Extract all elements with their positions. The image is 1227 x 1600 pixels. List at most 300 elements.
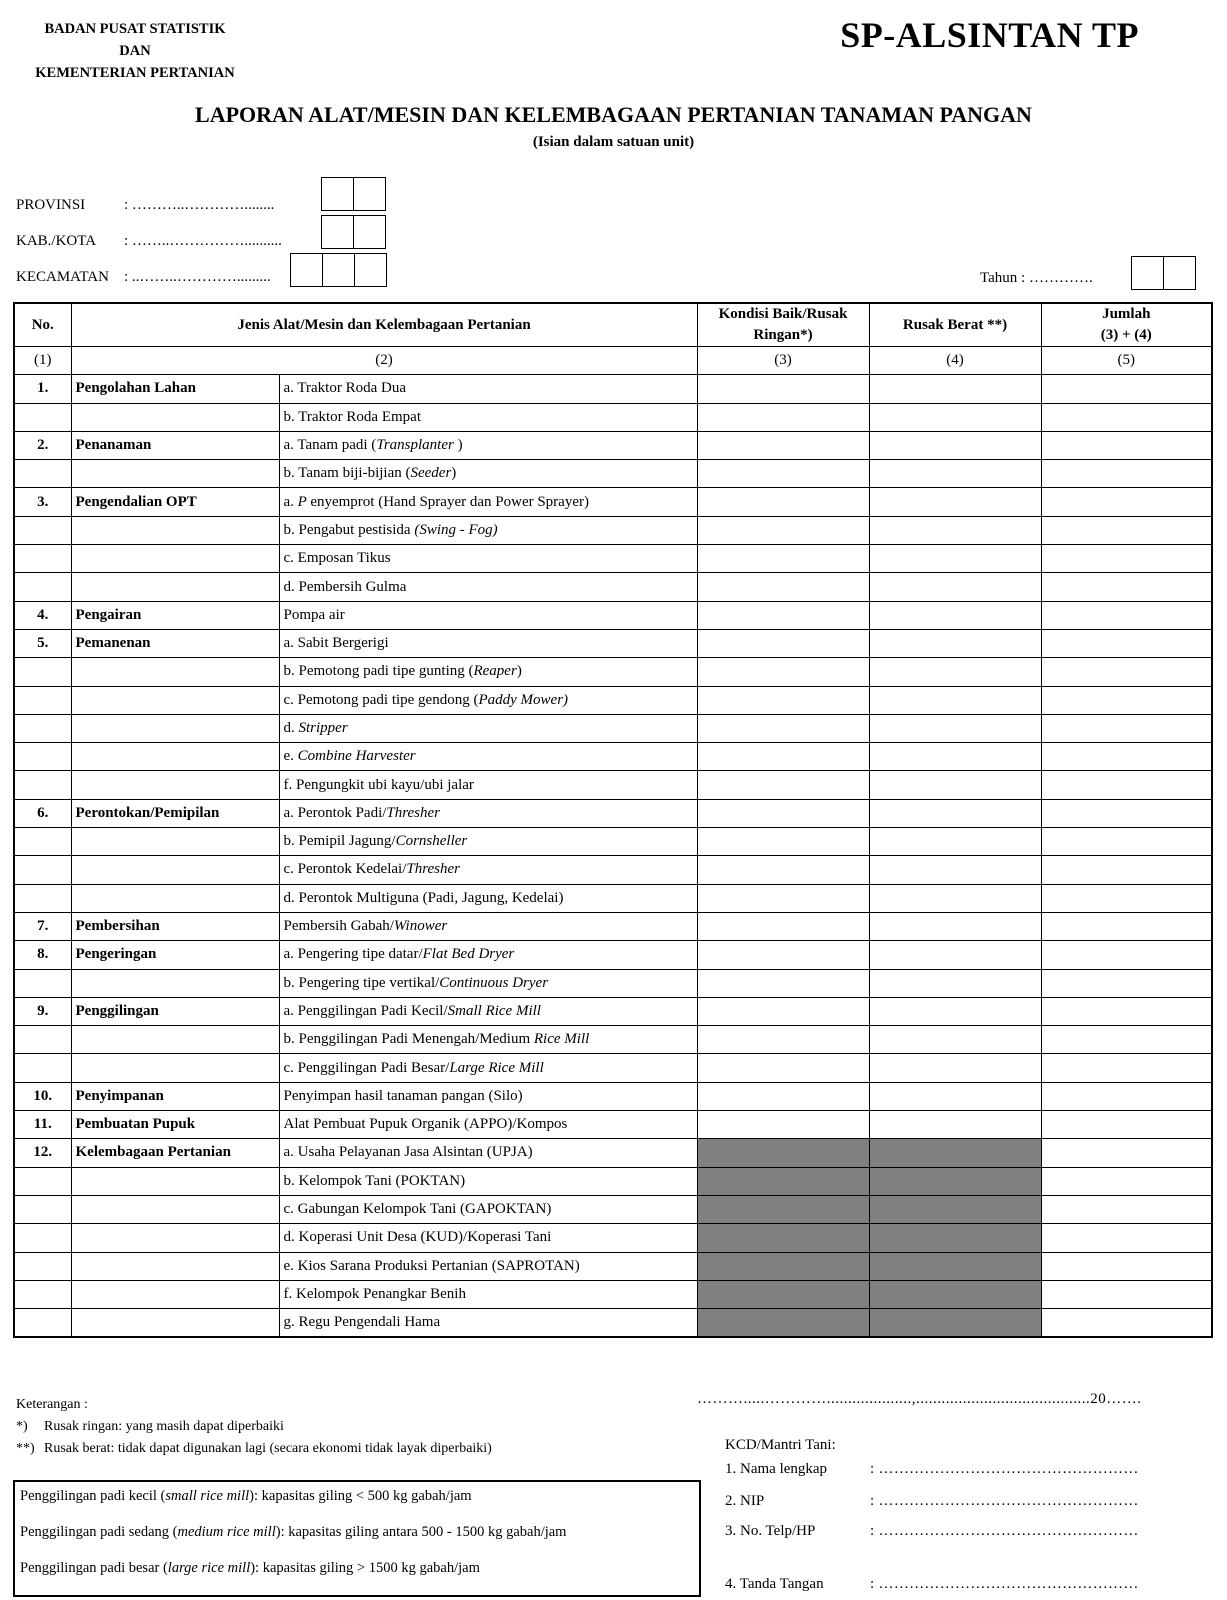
equipment-item: e. Combine Harvester (279, 743, 697, 771)
input-cell-baik (697, 1139, 869, 1167)
kecamatan-code-boxes[interactable] (290, 253, 387, 287)
signer-signature-row (725, 1576, 1139, 1593)
equipment-item: b. Pemipil Jagung/Cornsheller (279, 828, 697, 856)
provinsi-code-boxes[interactable] (321, 177, 386, 211)
header-jumlah-line2: (3) + (4) (1100, 327, 1152, 343)
signer-signature-label: 4. Tanda Tangan (725, 1576, 824, 1592)
category-name (71, 1195, 279, 1223)
input-cell-berat[interactable] (869, 799, 1041, 827)
input-cell-baik[interactable] (697, 403, 869, 431)
input-cell-baik (697, 1224, 869, 1252)
input-cell-berat (869, 1167, 1041, 1195)
category-name (71, 828, 279, 856)
input-cell-baik[interactable] (697, 431, 869, 459)
provinsi-label: PROVINSI (16, 197, 86, 213)
category-name (71, 771, 279, 799)
category-name (71, 545, 279, 573)
category-name: Pengeringan (71, 941, 279, 969)
input-cell-berat[interactable] (869, 884, 1041, 912)
row-number (14, 743, 71, 771)
organization-block (15, 18, 255, 84)
equipment-item: a. Penggilingan Padi Kecil/Small Rice Mill (279, 997, 697, 1025)
input-cell-baik[interactable] (697, 516, 869, 544)
row-number (14, 573, 71, 601)
header-jumlah-line1: Jumlah (1102, 306, 1151, 322)
header-berat: Rusak Berat **) (869, 303, 1041, 347)
input-cell-berat[interactable] (869, 941, 1041, 969)
input-cell-baik[interactable] (697, 460, 869, 488)
input-cell-berat[interactable] (869, 1111, 1041, 1139)
row-number: 6. (14, 799, 71, 827)
signer-name-label: 1. Nama lengkap (725, 1461, 828, 1477)
table-row (14, 1252, 1212, 1280)
input-cell-berat[interactable] (869, 771, 1041, 799)
equipment-item: d. Stripper (279, 714, 697, 742)
input-cell-baik[interactable] (697, 828, 869, 856)
input-cell-baik[interactable] (697, 771, 869, 799)
category-name (71, 856, 279, 884)
category-name: Pembuatan Pupuk (71, 1111, 279, 1139)
table-row (14, 856, 1212, 884)
input-cell-jumlah[interactable] (1041, 1195, 1212, 1223)
input-cell-jumlah[interactable] (1041, 941, 1212, 969)
signer-nip-row (725, 1493, 1139, 1510)
note-1-mark: *) (16, 1419, 28, 1434)
table-body (14, 375, 1212, 1338)
input-cell-jumlah[interactable] (1041, 601, 1212, 629)
input-cell-baik[interactable] (697, 658, 869, 686)
input-cell-berat (869, 1139, 1041, 1167)
input-cell-jumlah[interactable] (1041, 516, 1212, 544)
input-cell-jumlah[interactable] (1041, 1280, 1212, 1308)
input-cell-berat[interactable] (869, 856, 1041, 884)
notes-title: Keterangan : (16, 1397, 88, 1412)
input-cell-baik[interactable] (697, 799, 869, 827)
input-cell-baik (697, 1167, 869, 1195)
signer-phone-row (725, 1523, 1139, 1540)
row-number (14, 403, 71, 431)
input-cell-jumlah[interactable] (1041, 686, 1212, 714)
form-code: SP-ALSINTAN TP (840, 15, 1139, 55)
rice-mill-definitions-box (13, 1480, 701, 1597)
row-number (14, 658, 71, 686)
input-cell-berat[interactable] (869, 658, 1041, 686)
row-number: 3. (14, 488, 71, 516)
input-cell-berat[interactable] (869, 714, 1041, 742)
input-cell-baik[interactable] (697, 545, 869, 573)
category-name (71, 1280, 279, 1308)
category-name: Pembersihan (71, 912, 279, 940)
table-row (14, 658, 1212, 686)
table-row (14, 545, 1212, 573)
equipment-item: Pompa air (279, 601, 697, 629)
category-name (71, 884, 279, 912)
signer-name-row (725, 1461, 1139, 1478)
category-name: Penyimpanan (71, 1082, 279, 1110)
row-number: 2. (14, 431, 71, 459)
category-name: Kelembagaan Pertanian (71, 1139, 279, 1167)
row-number (14, 884, 71, 912)
place-date-field[interactable]: ……….....…………....................,.........................................20……. (697, 1391, 1142, 1407)
col-number: (2) (71, 347, 697, 375)
input-cell-baik[interactable] (697, 743, 869, 771)
table-header-row (14, 303, 1212, 347)
provinsi-field[interactable]: : ………..…………........ (124, 197, 275, 213)
header-jumlah (1041, 303, 1212, 347)
equipment-item: Pembersih Gabah/Winower (279, 912, 697, 940)
table-row (14, 629, 1212, 657)
org-line-3: KEMENTERIAN PERTANIAN (35, 65, 235, 81)
input-cell-jumlah[interactable] (1041, 884, 1212, 912)
note-1-text: Rusak ringan: yang masih dapat diperbaiki (44, 1419, 284, 1434)
definition-line: Penggilingan padi besar (large rice mill): kapasitas giling > 1500 kg gabah/jam (20, 1560, 480, 1576)
input-cell-berat[interactable] (869, 969, 1041, 997)
category-name (71, 1309, 279, 1338)
input-cell-berat[interactable] (869, 488, 1041, 516)
input-cell-berat[interactable] (869, 375, 1041, 403)
equipment-table (13, 302, 1213, 1338)
table-row (14, 1026, 1212, 1054)
row-number (14, 1309, 71, 1338)
row-number (14, 771, 71, 799)
input-cell-jumlah[interactable] (1041, 1309, 1212, 1338)
kab-label: KAB./KOTA (16, 233, 97, 249)
header-baik (697, 303, 869, 347)
category-name: Penggilingan (71, 997, 279, 1025)
header-baik-line2: Ringan*) (753, 327, 813, 343)
table-row (14, 1224, 1212, 1252)
definition-line: Penggilingan padi kecil (small rice mill): kapasitas giling < 500 kg gabah/jam (20, 1488, 472, 1504)
category-name (71, 403, 279, 431)
input-cell-berat[interactable] (869, 1026, 1041, 1054)
input-cell-berat[interactable] (869, 743, 1041, 771)
input-cell-baik[interactable] (697, 884, 869, 912)
row-number (14, 1054, 71, 1082)
tahun-label: Tahun : (980, 270, 1026, 286)
row-number: 5. (14, 629, 71, 657)
row-number (14, 1195, 71, 1223)
category-name (71, 1054, 279, 1082)
category-name: Penanaman (71, 431, 279, 459)
category-name: Pengolahan Lahan (71, 375, 279, 403)
row-number (14, 1026, 71, 1054)
input-cell-baik (697, 1309, 869, 1338)
input-cell-berat[interactable] (869, 516, 1041, 544)
kecamatan-label: KECAMATAN (16, 269, 109, 285)
input-cell-baik (697, 1195, 869, 1223)
equipment-item: Alat Pembuat Pupuk Organik (APPO)/Kompos (279, 1111, 697, 1139)
input-cell-berat[interactable] (869, 1054, 1041, 1082)
equipment-item: a. Tanam padi (Transplanter ) (279, 431, 697, 459)
equipment-item: b. Tanam biji-bijian (Seeder) (279, 460, 697, 488)
input-cell-jumlah[interactable] (1041, 799, 1212, 827)
equipment-item: a. Pengering tipe datar/Flat Bed Dryer (279, 941, 697, 969)
column-number-row (14, 347, 1212, 375)
org-line-1: BADAN PUSAT STATISTIK (44, 21, 226, 37)
input-cell-berat[interactable] (869, 601, 1041, 629)
category-name (71, 714, 279, 742)
signer-nip-field[interactable]: : …………………………………………… (870, 1493, 1139, 1509)
row-number: 12. (14, 1139, 71, 1167)
input-cell-berat[interactable] (869, 431, 1041, 459)
input-cell-jumlah[interactable] (1041, 743, 1212, 771)
equipment-item: f. Kelompok Penangkar Benih (279, 1280, 697, 1308)
input-cell-berat[interactable] (869, 460, 1041, 488)
input-cell-jumlah[interactable] (1041, 1111, 1212, 1139)
category-name (71, 969, 279, 997)
row-number (14, 1252, 71, 1280)
table-row (14, 573, 1212, 601)
col-number: (1) (14, 347, 71, 375)
equipment-item: b. Traktor Roda Empat (279, 403, 697, 431)
input-cell-berat (869, 1309, 1041, 1338)
equipment-item: a. Perontok Padi/Thresher (279, 799, 697, 827)
input-cell-jumlah[interactable] (1041, 431, 1212, 459)
category-name (71, 1026, 279, 1054)
kab-code-boxes[interactable] (321, 215, 386, 249)
input-cell-jumlah[interactable] (1041, 1167, 1212, 1195)
col-number: (5) (1041, 347, 1212, 375)
input-cell-baik[interactable] (697, 714, 869, 742)
table-row (14, 1139, 1212, 1167)
equipment-item: c. Emposan Tikus (279, 545, 697, 573)
input-cell-berat (869, 1195, 1041, 1223)
category-name (71, 1252, 279, 1280)
table-row (14, 969, 1212, 997)
equipment-item: a. P enyemprot (Hand Sprayer dan Power Sprayer) (279, 488, 697, 516)
kecamatan-row (16, 269, 271, 286)
input-cell-berat[interactable] (869, 545, 1041, 573)
input-cell-baik[interactable] (697, 969, 869, 997)
input-cell-berat[interactable] (869, 629, 1041, 657)
input-cell-jumlah[interactable] (1041, 403, 1212, 431)
table-row (14, 1054, 1212, 1082)
equipment-item: d. Pembersih Gulma (279, 573, 697, 601)
input-cell-baik[interactable] (697, 912, 869, 940)
input-cell-baik[interactable] (697, 573, 869, 601)
equipment-item: d. Perontok Multiguna (Padi, Jagung, Kedelai) (279, 884, 697, 912)
category-name (71, 516, 279, 544)
category-name (71, 1167, 279, 1195)
table-row (14, 828, 1212, 856)
table-row (14, 460, 1212, 488)
table-row (14, 997, 1212, 1025)
equipment-item: b. Kelompok Tani (POKTAN) (279, 1167, 697, 1195)
input-cell-baik[interactable] (697, 1082, 869, 1110)
table-row (14, 799, 1212, 827)
kecamatan-field[interactable]: : ..……..…………......... (124, 269, 271, 285)
input-cell-baik[interactable] (697, 856, 869, 884)
input-cell-jumlah[interactable] (1041, 1139, 1212, 1167)
table-row (14, 941, 1212, 969)
page-title: LAPORAN ALAT/MESIN DAN KELEMBAGAAN PERTANIAN TANAMAN PANGAN (195, 102, 1032, 127)
table-row (14, 771, 1212, 799)
table-row (14, 601, 1212, 629)
input-cell-jumlah[interactable] (1041, 375, 1212, 403)
input-cell-jumlah[interactable] (1041, 1054, 1212, 1082)
table-row (14, 1309, 1212, 1338)
table-row (14, 714, 1212, 742)
input-cell-berat (869, 1252, 1041, 1280)
equipment-item: b. Pengabut pestisida (Swing - Fog) (279, 516, 697, 544)
input-cell-jumlah[interactable] (1041, 573, 1212, 601)
equipment-item: c. Gabungan Kelompok Tani (GAPOKTAN) (279, 1195, 697, 1223)
page-subtitle: (Isian dalam satuan unit) (532, 134, 695, 150)
kab-row (16, 233, 282, 250)
input-cell-berat[interactable] (869, 912, 1041, 940)
row-number (14, 1224, 71, 1252)
category-name: Pengendalian OPT (71, 488, 279, 516)
header-jenis: Jenis Alat/Mesin dan Kelembagaan Pertanian (71, 303, 697, 347)
equipment-item: b. Penggilingan Padi Menengah/Medium Rice Mill (279, 1026, 697, 1054)
input-cell-berat[interactable] (869, 686, 1041, 714)
table-row (14, 488, 1212, 516)
table-row (14, 912, 1212, 940)
input-cell-berat (869, 1224, 1041, 1252)
input-cell-jumlah[interactable] (1041, 658, 1212, 686)
input-cell-jumlah[interactable] (1041, 629, 1212, 657)
table-row (14, 431, 1212, 459)
input-cell-berat[interactable] (869, 1082, 1041, 1110)
equipment-item: f. Pengungkit ubi kayu/ubi jalar (279, 771, 697, 799)
notes-block (16, 1394, 492, 1460)
input-cell-jumlah[interactable] (1041, 545, 1212, 573)
category-name (71, 573, 279, 601)
input-cell-baik[interactable] (697, 375, 869, 403)
category-name: Pemanenan (71, 629, 279, 657)
equipment-item: g. Regu Pengendali Hama (279, 1309, 697, 1338)
input-cell-berat (869, 1280, 1041, 1308)
table-row (14, 686, 1212, 714)
definition-line: Penggilingan padi sedang (medium rice mill): kapasitas giling antara 500 - 1500 kg gabah/jam (20, 1524, 567, 1540)
signer-phone-field[interactable]: : …………………………………………… (870, 1523, 1139, 1539)
equipment-item: a. Sabit Bergerigi (279, 629, 697, 657)
input-cell-baik[interactable] (697, 997, 869, 1025)
category-name (71, 743, 279, 771)
table-row (14, 1111, 1212, 1139)
input-cell-jumlah[interactable] (1041, 1026, 1212, 1054)
input-cell-baik[interactable] (697, 941, 869, 969)
table-row (14, 403, 1212, 431)
row-number (14, 856, 71, 884)
table-row (14, 516, 1212, 544)
table-row (14, 375, 1212, 403)
category-name: Perontokan/Pemipilan (71, 799, 279, 827)
table-row (14, 743, 1212, 771)
signer-role: KCD/Mantri Tani: (725, 1437, 836, 1453)
equipment-item: d. Koperasi Unit Desa (KUD)/Koperasi Tani (279, 1224, 697, 1252)
input-cell-berat[interactable] (869, 573, 1041, 601)
row-number (14, 714, 71, 742)
input-cell-baik[interactable] (697, 1111, 869, 1139)
header-baik-line1: Kondisi Baik/Rusak (718, 306, 848, 322)
equipment-item: b. Pengering tipe vertikal/Continuous Dryer (279, 969, 697, 997)
input-cell-baik[interactable] (697, 1026, 869, 1054)
header-no: No. (14, 303, 71, 347)
row-number (14, 516, 71, 544)
org-line-2: DAN (119, 43, 151, 59)
equipment-item: c. Penggilingan Padi Besar/Large Rice Mill (279, 1054, 697, 1082)
equipment-item: Penyimpan hasil tanaman pangan (Silo) (279, 1082, 697, 1110)
kab-field[interactable]: : ……..…………….......... (124, 233, 282, 249)
row-number: 9. (14, 997, 71, 1025)
equipment-item: c. Perontok Kedelai/Thresher (279, 856, 697, 884)
row-number (14, 969, 71, 997)
category-name (71, 460, 279, 488)
input-cell-jumlah[interactable] (1041, 714, 1212, 742)
signer-signature-field[interactable]: : …………………………………………… (870, 1576, 1139, 1592)
equipment-item: b. Pemotong padi tipe gunting (Reaper) (279, 658, 697, 686)
provinsi-row (16, 197, 274, 214)
signer-nip-label: 2. NIP (725, 1493, 765, 1509)
note-2-text: Rusak berat: tidak dapat digunakan lagi (secara ekonomi tidak layak diperbaiki) (44, 1441, 492, 1456)
equipment-item: a. Usaha Pelayanan Jasa Alsintan (UPJA) (279, 1139, 697, 1167)
row-number: 4. (14, 601, 71, 629)
col-number: (3) (697, 347, 869, 375)
input-cell-jumlah[interactable] (1041, 997, 1212, 1025)
input-cell-jumlah[interactable] (1041, 1082, 1212, 1110)
row-number (14, 1280, 71, 1308)
input-cell-baik[interactable] (697, 629, 869, 657)
input-cell-jumlah[interactable] (1041, 969, 1212, 997)
input-cell-baik[interactable] (697, 686, 869, 714)
col-number: (4) (869, 347, 1041, 375)
row-number: 10. (14, 1082, 71, 1110)
row-number (14, 460, 71, 488)
table-row (14, 1195, 1212, 1223)
input-cell-jumlah[interactable] (1041, 460, 1212, 488)
input-cell-jumlah[interactable] (1041, 828, 1212, 856)
row-number (14, 828, 71, 856)
tahun-field[interactable]: …………. (1028, 270, 1093, 286)
input-cell-baik[interactable] (697, 488, 869, 516)
input-cell-berat[interactable] (869, 403, 1041, 431)
input-cell-baik[interactable] (697, 601, 869, 629)
row-number (14, 1167, 71, 1195)
row-number: 11. (14, 1111, 71, 1139)
row-number: 8. (14, 941, 71, 969)
input-cell-jumlah[interactable] (1041, 1224, 1212, 1252)
signer-phone-label: 3. No. Telp/HP (725, 1523, 816, 1539)
table-row (14, 884, 1212, 912)
table-row (14, 1082, 1212, 1110)
category-name (71, 658, 279, 686)
input-cell-jumlah[interactable] (1041, 856, 1212, 884)
equipment-item: a. Traktor Roda Dua (279, 375, 697, 403)
input-cell-baik (697, 1280, 869, 1308)
row-number: 1. (14, 375, 71, 403)
input-cell-jumlah[interactable] (1041, 771, 1212, 799)
note-2-mark: **) (16, 1441, 35, 1456)
input-cell-jumlah[interactable] (1041, 912, 1212, 940)
input-cell-berat[interactable] (869, 828, 1041, 856)
table-row (14, 1280, 1212, 1308)
signer-name-field[interactable]: : …………………………………………… (870, 1461, 1139, 1477)
equipment-item: c. Pemotong padi tipe gendong (Paddy Mower) (279, 686, 697, 714)
category-name (71, 686, 279, 714)
category-name (71, 1224, 279, 1252)
row-number (14, 545, 71, 573)
row-number (14, 686, 71, 714)
input-cell-baik[interactable] (697, 1054, 869, 1082)
input-cell-berat[interactable] (869, 997, 1041, 1025)
table-row (14, 1167, 1212, 1195)
input-cell-jumlah[interactable] (1041, 488, 1212, 516)
equipment-item: e. Kios Sarana Produksi Pertanian (SAPROTAN) (279, 1252, 697, 1280)
input-cell-jumlah[interactable] (1041, 1252, 1212, 1280)
input-cell-baik (697, 1252, 869, 1280)
tahun-code-boxes[interactable] (1131, 256, 1196, 290)
